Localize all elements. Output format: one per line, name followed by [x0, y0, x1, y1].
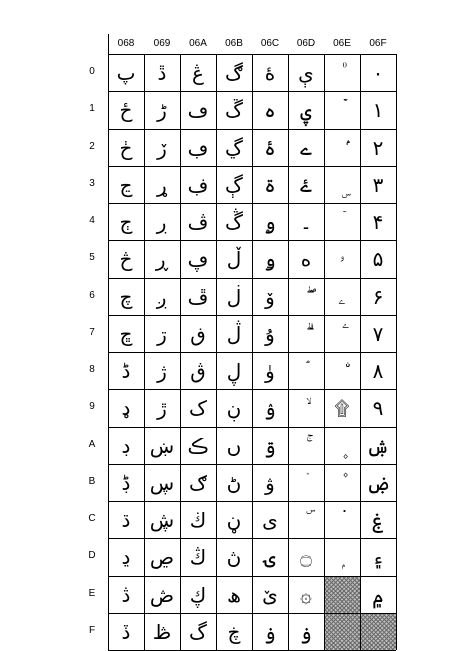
glyph-cell: ڊ	[121, 433, 131, 458]
glyph-cell: څ	[119, 247, 133, 272]
glyph-cell: ڛ	[149, 470, 175, 495]
grid-line-horizontal	[108, 352, 396, 353]
glyph-cell: ە	[300, 247, 312, 272]
grid-line-horizontal	[108, 501, 396, 502]
glyph-cell: چ	[119, 284, 133, 309]
glyph-cell: ۽	[372, 545, 384, 570]
glyph-cell: ڂ	[119, 135, 133, 160]
glyph-cell: ۞	[300, 582, 312, 607]
glyph-cell: ۩	[334, 396, 350, 421]
grid-line-horizontal	[108, 538, 396, 539]
row-header: 8	[89, 364, 95, 375]
grid-line-horizontal	[108, 166, 396, 167]
grid-line-horizontal	[108, 613, 396, 614]
glyph-cell: ں	[226, 433, 242, 458]
grid-line-horizontal	[108, 203, 396, 204]
glyph-cell: ۊ	[264, 433, 276, 458]
glyph-cell: ړ	[157, 172, 167, 197]
glyph-cell: ۃ	[264, 172, 276, 197]
glyph-cell	[324, 501, 360, 539]
glyph-cell: ۑ	[300, 98, 312, 123]
glyph-cell: پ	[116, 61, 136, 85]
glyph-cell: ڞ	[149, 582, 175, 607]
glyph-cell: ښ	[149, 433, 175, 458]
glyph-cell: ڰ	[225, 61, 243, 85]
glyph-cell: ۋ	[265, 470, 275, 495]
glyph-cell: ڤ	[187, 210, 209, 234]
glyph-cell: ڈ	[121, 359, 131, 383]
glyph-cell	[324, 129, 360, 167]
glyph-cell: ۶	[372, 284, 384, 309]
glyph-cell: ۴	[372, 210, 384, 234]
column-header: 06A	[189, 38, 207, 49]
glyph-cell: ێ	[262, 582, 278, 607]
glyph-cell: ڡ	[187, 98, 209, 123]
glyph-cell: ۳	[372, 172, 384, 197]
glyph-cell: ۵	[372, 247, 384, 272]
glyph-cell: ڬ	[189, 508, 207, 532]
glyph-cell: ۏ	[300, 619, 312, 644]
row-header: 6	[89, 289, 95, 301]
glyph-cell: ھ	[227, 582, 241, 607]
glyph-cell: ۻ	[366, 470, 390, 495]
glyph-cell: ۲	[372, 135, 384, 160]
row-header: A	[88, 438, 96, 450]
column-header: 06D	[296, 38, 316, 49]
glyph-cell: ځ	[119, 98, 133, 123]
grid-line-vertical	[396, 54, 397, 650]
row-header: 2	[89, 140, 95, 152]
glyph-cell	[324, 166, 360, 204]
glyph-cell: گ	[189, 619, 207, 644]
row-header: 5	[89, 252, 95, 264]
glyph-cell	[324, 91, 360, 129]
glyph-cell: ڶ	[226, 284, 242, 309]
glyph-cell: ۂ	[264, 135, 276, 160]
glyph-cell: ژ	[157, 359, 167, 383]
reserved-cell	[324, 613, 360, 651]
glyph-cell: ڝ	[149, 545, 175, 570]
glyph-cell: ڷ	[226, 321, 242, 346]
glyph-cell: ڻ	[226, 470, 242, 495]
glyph-cell: ۦ	[338, 284, 346, 309]
glyph-cell: ۔	[300, 210, 312, 234]
glyph-cell	[324, 464, 360, 502]
grid-line-horizontal	[108, 427, 396, 428]
glyph-cell: ڪ	[187, 433, 209, 458]
row-header: 7	[89, 326, 95, 338]
glyph-cell: ڹ	[226, 396, 242, 421]
glyph-cell: ڱ	[225, 98, 243, 123]
glyph-cell: ۼ	[372, 508, 384, 532]
glyph-cell: ڠ	[192, 61, 204, 85]
glyph-cell: ڧ	[190, 321, 206, 346]
glyph-cell: ۸	[372, 359, 384, 383]
glyph-cell: ڋ	[121, 470, 131, 495]
glyph-cell: ڦ	[187, 284, 209, 309]
glyph-cell: ۅ	[264, 247, 276, 272]
row-header: D	[88, 550, 96, 562]
glyph-cell: ڐ	[157, 61, 167, 85]
glyph-cell: ډ	[121, 396, 131, 421]
row-header: 0	[89, 66, 95, 77]
glyph-cell: ګ	[189, 470, 207, 495]
glyph-cell: ږ	[156, 284, 168, 309]
glyph-cell: ۱	[372, 98, 384, 123]
glyph-cell	[288, 464, 324, 502]
glyph-cell: ې	[298, 61, 314, 85]
grid-line-vertical	[108, 34, 109, 650]
grid-line-horizontal	[108, 54, 396, 55]
glyph-cell: ڌ	[121, 508, 131, 532]
row-header: C	[88, 513, 96, 524]
grid-line-horizontal	[108, 464, 396, 465]
glyph-cell: ہ	[264, 98, 276, 123]
glyph-cell: ڿ	[227, 619, 241, 644]
glyph-cell: ڎ	[121, 582, 131, 607]
glyph-cell: ڗ	[157, 321, 167, 346]
glyph-cell: ۈ	[265, 359, 275, 383]
row-header: 1	[89, 103, 95, 115]
glyph-cell: ڴ	[225, 210, 243, 234]
glyph-cell: ۇ	[265, 321, 275, 346]
row-header: 4	[89, 215, 95, 226]
glyph-cell: ۍ	[264, 545, 276, 570]
glyph-cell: ی	[262, 508, 278, 532]
glyph-cell	[324, 427, 360, 465]
glyph-cell: ڃ	[119, 172, 133, 197]
grid-line-horizontal	[108, 389, 396, 390]
glyph-cell: ۏ	[264, 619, 276, 644]
grid-line-horizontal	[108, 576, 396, 577]
glyph-cell: ڢ	[187, 135, 209, 160]
glyph-cell	[288, 501, 324, 539]
glyph-cell: ۀ	[264, 61, 276, 85]
glyph-cell: ڨ	[190, 359, 206, 383]
glyph-cell: ۹	[372, 396, 384, 421]
glyph-cell: ڑ	[157, 98, 167, 123]
column-header: 06C	[260, 38, 280, 49]
glyph-cell: ڳ	[225, 172, 243, 197]
glyph-cell	[324, 54, 360, 92]
row-header: 9	[89, 401, 95, 413]
glyph-cell: ڵ	[226, 247, 242, 272]
glyph-cell	[324, 315, 360, 353]
glyph-cell	[324, 538, 360, 576]
grid-line-horizontal	[108, 129, 396, 130]
glyph-cell: ڒ	[157, 135, 167, 160]
glyph-cell: ڣ	[187, 172, 209, 197]
grid-line-horizontal	[108, 240, 396, 241]
grid-line-horizontal	[108, 91, 396, 92]
glyph-cell: ۓ	[300, 172, 312, 197]
grid-line-horizontal	[108, 278, 396, 279]
glyph-cell: ڄ	[119, 210, 133, 234]
glyph-cell: ۺ	[366, 433, 390, 458]
glyph-cell: ڸ	[226, 359, 242, 383]
glyph-cell: ۥ	[339, 247, 345, 272]
glyph-cell: ڇ	[119, 321, 133, 346]
reserved-cell	[324, 576, 360, 614]
glyph-cell: ۾	[372, 582, 384, 607]
glyph-cell: ڟ	[152, 619, 172, 644]
row-header: B	[88, 475, 96, 487]
glyph-cell: ڏ	[121, 619, 131, 644]
reserved-cell	[360, 613, 396, 651]
glyph-cell	[324, 352, 360, 390]
glyph-cell	[288, 278, 324, 316]
glyph-cell: ک	[189, 396, 207, 421]
glyph-cell	[324, 203, 360, 241]
glyph-cell: ڙ	[157, 396, 167, 421]
glyph-cell: ڥ	[187, 247, 209, 272]
glyph-cell	[288, 315, 324, 353]
glyph-cell: ۝	[300, 545, 312, 570]
grid-line-horizontal	[108, 315, 396, 316]
glyph-cell: ڼ	[226, 508, 242, 532]
glyph-cell	[288, 427, 324, 465]
column-header: 069	[153, 38, 171, 49]
glyph-cell	[288, 352, 324, 390]
row-header: F	[88, 624, 96, 636]
glyph-cell: ڽ	[226, 545, 242, 570]
column-header: 06F	[369, 38, 387, 49]
column-header: 068	[117, 38, 135, 49]
column-header: 06E	[333, 38, 351, 49]
column-header: 06B	[225, 38, 243, 49]
row-header: E	[88, 587, 96, 599]
glyph-cell: ے	[300, 135, 312, 160]
glyph-cell: ڕ	[155, 247, 169, 272]
glyph-cell: ڜ	[149, 508, 175, 532]
glyph-cell: ۰	[372, 61, 384, 85]
glyph-cell: ڔ	[156, 210, 168, 234]
glyph-cell: ڭ	[189, 545, 207, 570]
glyph-cell	[288, 389, 324, 427]
glyph-cell: ڲ	[225, 135, 243, 160]
glyph-cell: ڮ	[189, 582, 207, 607]
glyph-cell: ڍ	[121, 545, 131, 570]
glyph-cell: ۷	[372, 321, 384, 346]
glyph-cell: ۉ	[264, 396, 276, 421]
glyph-cell: ۆ	[265, 284, 275, 309]
row-header: 3	[89, 177, 95, 189]
glyph-cell: ۄ	[264, 210, 276, 234]
